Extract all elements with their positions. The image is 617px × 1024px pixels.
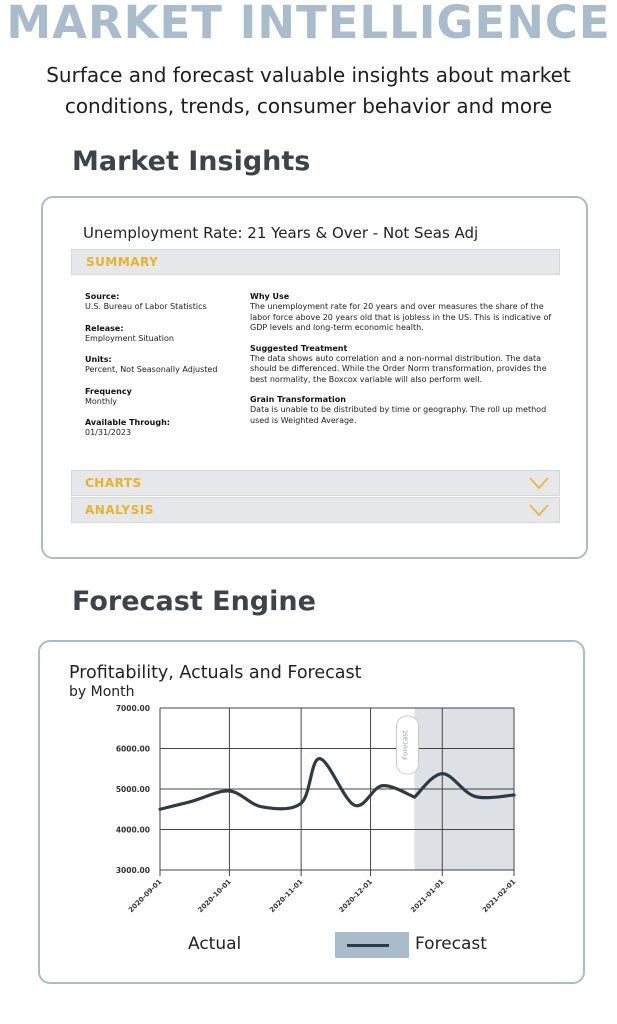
release-value: Employment Situation <box>85 333 174 343</box>
suggested-treatment-label: Suggested Treatment <box>250 343 348 353</box>
grain-transformation-text: Data is unable to be distributed by time or geography. The roll up method used is Weighted Average. <box>250 405 547 425</box>
frequency-label: Frequency <box>85 386 132 396</box>
chevron-down-icon[interactable] <box>529 504 549 517</box>
x-tick-label: 2021-02-01 <box>481 877 518 915</box>
insight-card-title: Unemployment Rate: 21 Years & Over - Not Seas Adj <box>83 224 479 242</box>
legend-forecast-swatch <box>335 932 409 958</box>
x-tick-label: 2020-11-01 <box>268 877 305 915</box>
market-insights-card <box>41 196 588 559</box>
units-label: Units: <box>85 355 112 364</box>
y-tick-label: 6000.00 <box>115 744 150 754</box>
why-use-text: The unemployment rate for 20 years and over measures the share of the labor force above 20 years old that is jobless in the US. This is indicative of GDP levels and long-term economic health. <box>250 302 552 332</box>
source-label: Source: <box>85 292 120 301</box>
series-line-actual <box>160 759 415 810</box>
available-through-value: 01/31/2023 <box>85 428 132 437</box>
units-value: Percent, Not Seasonally Adjusted <box>85 365 218 374</box>
chevron-down-icon[interactable] <box>529 477 549 490</box>
legend-actual-label: Actual <box>188 934 242 954</box>
chart-subtitle: by Month <box>69 684 135 700</box>
metadata-left-column <box>85 292 245 450</box>
y-tick-label: 5000.00 <box>115 785 150 794</box>
x-tick-label: 2020-10-01 <box>196 877 233 915</box>
analysis-section-header[interactable] <box>71 497 560 523</box>
source-value: U.S. Bureau of Labor Statistics <box>85 302 207 311</box>
why-use-label: Why Use <box>250 292 290 301</box>
analysis-label: ANALYSIS <box>85 503 154 517</box>
chart-title: Profitability, Actuals and Forecast <box>69 663 362 683</box>
summary-label: SUMMARY <box>86 255 159 269</box>
grain-transformation-label: Grain Transformation <box>250 395 346 404</box>
x-tick-label: 2021-01-01 <box>409 877 446 915</box>
legend-forecast-label: Forecast <box>415 934 487 954</box>
hero-subtitle-line1: Surface and forecast valuable insights about market <box>46 63 571 87</box>
y-tick-label: 7000.00 <box>115 704 150 713</box>
x-tick-label: 2020-12-01 <box>337 877 374 915</box>
forecast-engine-heading: Forecast Engine <box>72 586 316 617</box>
suggested-treatment-text: The data shows auto correlation and a non-normal distribution. The data should be differenced. While the Order Norm transformation, provides the best normality, the Boxcox variable will also perform well. <box>250 353 547 384</box>
market-insights-heading: Market Insights <box>72 146 311 177</box>
metadata-right-column <box>250 292 560 436</box>
y-tick-label: 3000.00 <box>115 866 150 875</box>
frequency-value: Monthly <box>85 396 118 406</box>
y-tick-label: 4000.00 <box>115 825 150 835</box>
forecast-tag-label: Forecast <box>401 730 410 760</box>
hero-subtitle <box>0 60 617 122</box>
hero-subtitle-line2: conditions, trends, consumer behavior and more <box>64 94 553 118</box>
release-label: Release: <box>85 323 124 333</box>
hero-title: MARKET INTELLIGENCE <box>6 0 611 49</box>
charts-section-header[interactable] <box>71 470 560 496</box>
available-through-label: Available Through: <box>85 418 170 427</box>
summary-section-header[interactable] <box>71 249 560 275</box>
charts-label: CHARTS <box>85 476 142 490</box>
x-tick-label: 2020-09-01 <box>127 877 164 915</box>
forecast-chart <box>40 642 583 982</box>
forecast-engine-card <box>38 640 585 984</box>
